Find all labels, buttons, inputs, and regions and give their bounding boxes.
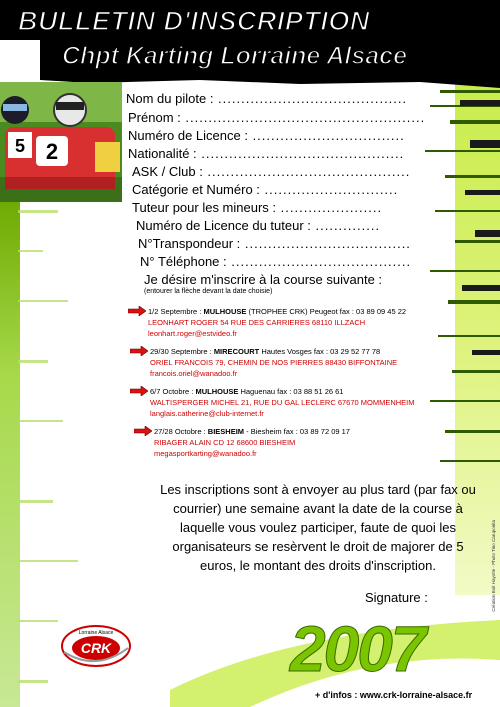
race-contact: ORIEL FRANCOIS 79, CHEMIN DE NOS PIERRES 88430 BIFFONTAINE: [150, 358, 398, 367]
race-place: MULHOUSE: [195, 387, 239, 396]
race-date: 1/2 Septembre :: [148, 307, 202, 316]
race-fax: (TROPHEE CRK) Peugeot fax : 03 89 09 45 22: [248, 307, 407, 316]
field-label: Numéro de Licence du tuteur :: [136, 218, 311, 233]
kart-photo: [0, 82, 122, 202]
arrow-right-icon[interactable]: [134, 426, 152, 436]
arrow-right-icon[interactable]: [130, 346, 148, 356]
race-fax: - Biesheim fax : 03 89 72 09 17: [246, 427, 350, 436]
race-place: MULHOUSE: [203, 307, 247, 316]
logo-text: CRK: [80, 640, 112, 656]
form-field[interactable]: [132, 182, 398, 197]
race-date-line: [150, 386, 415, 397]
info-paragraph: Les inscriptions sont à envoyer au plus tard (par fax ou courrier) une semaine avant la date de la course à laquelle vous voulez participer, faute de quoi les organisateurs se resèrvent le droit de majorer de 5 euros, le montant des droits d'inscription.: [160, 482, 476, 573]
race-place: BIESHEIM: [207, 427, 245, 436]
field-label: Tuteur pour les mineurs :: [132, 200, 277, 215]
race-fax: Hautes Vosges fax : 03 29 52 77 78: [261, 347, 381, 356]
field-fill-line[interactable]: ......................: [276, 200, 383, 215]
race-date: 27/28 Octobre :: [154, 427, 206, 436]
field-fill-line[interactable]: ............................................: [196, 146, 405, 161]
race-email[interactable]: megasportkarting@wanadoo.fr: [154, 449, 257, 458]
field-fill-line[interactable]: ....................................................: [180, 110, 426, 125]
race-contact: LEONHART ROGER 54 RUE DES CARRIERES 68110 ILLZACH: [148, 318, 366, 327]
race-date-line: [148, 306, 406, 317]
race-fax: Haguenau fax : 03 88 51 26 61: [240, 387, 344, 396]
race-prompt-note: (entourer la flèche devant la date choisie): [144, 288, 273, 295]
kart-number-5: 5: [14, 136, 26, 156]
arrow-right-icon[interactable]: [128, 306, 146, 316]
race-item: [148, 306, 406, 339]
field-label: Catégorie et Numéro :: [132, 182, 260, 197]
form-field[interactable]: [128, 128, 405, 143]
race-date-line: [154, 426, 350, 437]
race-contact: RIBAGER ALAIN CD 12 68600 BIESHEIM: [154, 438, 296, 447]
race-email[interactable]: langlais.catherine@club-internet.fr: [150, 409, 264, 418]
form-field[interactable]: [126, 91, 407, 106]
race-item: [150, 386, 415, 419]
arrow-right-icon[interactable]: [130, 386, 148, 396]
race-email[interactable]: francois.oriel@wanadoo.fr: [150, 369, 238, 378]
form-field[interactable]: [138, 236, 411, 251]
page-subtitle: Chpt Karting Lorraine Alsace: [62, 42, 407, 70]
field-label: N°Transpondeur :: [138, 236, 241, 251]
logo-small: Lorraine Alsace: [78, 630, 114, 636]
field-fill-line[interactable]: ....................................: [240, 236, 411, 251]
photo-credit: Création Boit Hayotte - Photo Tino Caruponita: [491, 520, 496, 612]
race-place: MIRECOURT: [213, 347, 260, 356]
form-field[interactable]: [140, 254, 411, 269]
race-date: 6/7 Octobre :: [150, 387, 194, 396]
race-email[interactable]: leonhart.roger@estvideo.fr: [148, 329, 237, 338]
kart-number-2: 2: [45, 139, 59, 164]
field-label: Prénom :: [128, 110, 181, 125]
field-fill-line[interactable]: .........................................: [213, 91, 408, 106]
page-title: BULLETIN D'INSCRIPTION: [18, 6, 370, 36]
form-field[interactable]: [132, 164, 410, 179]
field-label: Nationalité :: [128, 146, 197, 161]
field-fill-line[interactable]: .................................: [247, 128, 405, 143]
field-label: N° Téléphone :: [140, 254, 227, 269]
form-field[interactable]: [132, 200, 382, 215]
form-field[interactable]: [128, 146, 404, 161]
field-label: Nom du pilote :: [126, 91, 214, 106]
form-field[interactable]: [128, 110, 425, 125]
race-date: 29/30 Septembre :: [150, 347, 212, 356]
field-fill-line[interactable]: .............................: [259, 182, 399, 197]
field-label: ASK / Club :: [132, 164, 203, 179]
race-item: [154, 426, 350, 459]
race-item: [150, 346, 397, 379]
form-field[interactable]: [136, 218, 380, 233]
field-fill-line[interactable]: ............................................: [202, 164, 411, 179]
race-contact: WALTISPERGER MICHEL 21, RUE DU GAL LECLERC 67670 MOMMENHEIM: [150, 398, 415, 407]
field-fill-line[interactable]: ..............: [310, 218, 381, 233]
crk-logo: [60, 622, 132, 670]
year-graphic: 2007: [290, 613, 425, 685]
field-label: Numéro de Licence :: [128, 128, 248, 143]
field-fill-line[interactable]: .......................................: [226, 254, 412, 269]
race-prompt: Je désire m'inscrire à la course suivante :: [144, 272, 383, 287]
signature-label: Signature :: [365, 590, 428, 605]
website-link[interactable]: + d'infos : www.crk-lorraine-alsace.fr: [315, 690, 473, 700]
race-date-line: [150, 346, 397, 357]
